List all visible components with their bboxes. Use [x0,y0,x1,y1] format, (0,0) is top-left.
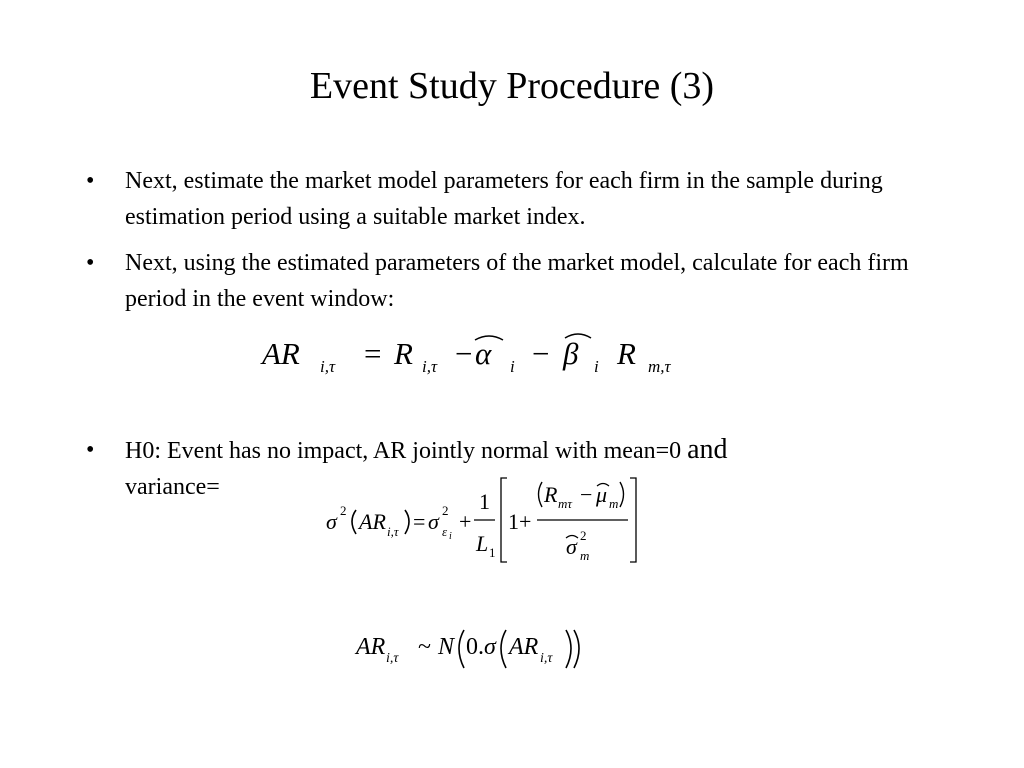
var-sigma: σ [326,509,337,534]
var-equals: = [413,509,426,534]
bullet-text: Next, using the estimated parameters of the market model, calculate for each firm period in the event window: [125,250,909,312]
eq-equals: = [364,336,382,371]
var-fraction-den-sub: 1 [489,545,496,560]
bullet-text: Next, estimate the market model parameters for each firm in the sample during estimation period using a suitable market index. [125,168,883,230]
var-sigma-eps-sup: 2 [442,503,449,518]
inner-right-paren [620,482,624,507]
dist-inner-right-paren [566,630,571,668]
abnormal-return-equation [262,334,702,384]
and-word: and [687,434,728,465]
slide-title: Event Study Procedure (3) [309,65,715,107]
dist-inner-left-paren [501,630,506,668]
eq-minus: − [455,336,473,371]
right-bracket [630,478,636,562]
eq-alpha-subscript: i [510,357,515,376]
hypothesis-text: H0: Event has no impact, AR jointly normal with mean=0 [125,438,688,464]
eq-beta-subscript: i [594,357,599,376]
eq-rm-subscript: m,τ [648,357,671,376]
dist-left-paren [459,630,464,668]
dist-n: N [438,634,455,660]
var-sigma-m-sup: 2 [580,528,587,543]
dist-ar-sub: i,τ [386,651,399,666]
var-sigma-eps: σ [428,509,439,534]
inner-left-paren [539,482,543,507]
dist-right-paren [574,630,579,668]
var-sigma-eps-sub: ε [442,524,448,539]
left-bracket [501,478,507,562]
variance-label: variance= [125,474,220,500]
var-ar: AR [359,509,386,534]
var-one-plus: 1+ [508,509,532,534]
eq-ar-label: AR [262,336,300,371]
eq-beta: β [563,336,579,371]
eq-minus: − [532,336,550,371]
var-mu: μ [596,482,608,507]
bullet-marker: • [86,250,95,276]
var-sigma-eps-sub-i: i [449,531,452,542]
bullet-marker: • [86,437,95,463]
var-sigma-m-sub: m [580,548,590,563]
dist-sigma: σ [484,634,496,660]
var-sigma-m: σ [566,534,577,559]
eq-ar-subscript: i,τ [320,357,336,376]
var-minus: − [580,482,593,507]
right-paren [405,510,409,534]
var-rm-sub: mτ [558,496,573,511]
dist-ar: AR [356,634,386,660]
dist-tilde: ~ [418,634,431,660]
bullet-marker: • [86,168,95,194]
var-plus: + [459,509,472,534]
var-fraction-num: 1 [479,489,490,514]
var-fraction-den: L [476,531,489,556]
variance-equation [326,474,646,570]
eq-r-label: R [394,336,413,371]
dist-ar2-sub: i,τ [540,651,553,666]
var-sigma-sup: 2 [340,503,347,518]
var-rm: R [544,482,558,507]
dist-ar2: AR [509,634,539,660]
left-paren [352,510,356,534]
dist-zero: 0. [466,634,484,660]
eq-rm-label: R [617,336,636,371]
eq-r-subscript: i,τ [422,357,438,376]
eq-alpha: α [475,336,492,371]
var-mu-sub: m [609,496,619,511]
var-ar-sub: i,τ [387,524,399,539]
distribution-equation [356,620,596,676]
